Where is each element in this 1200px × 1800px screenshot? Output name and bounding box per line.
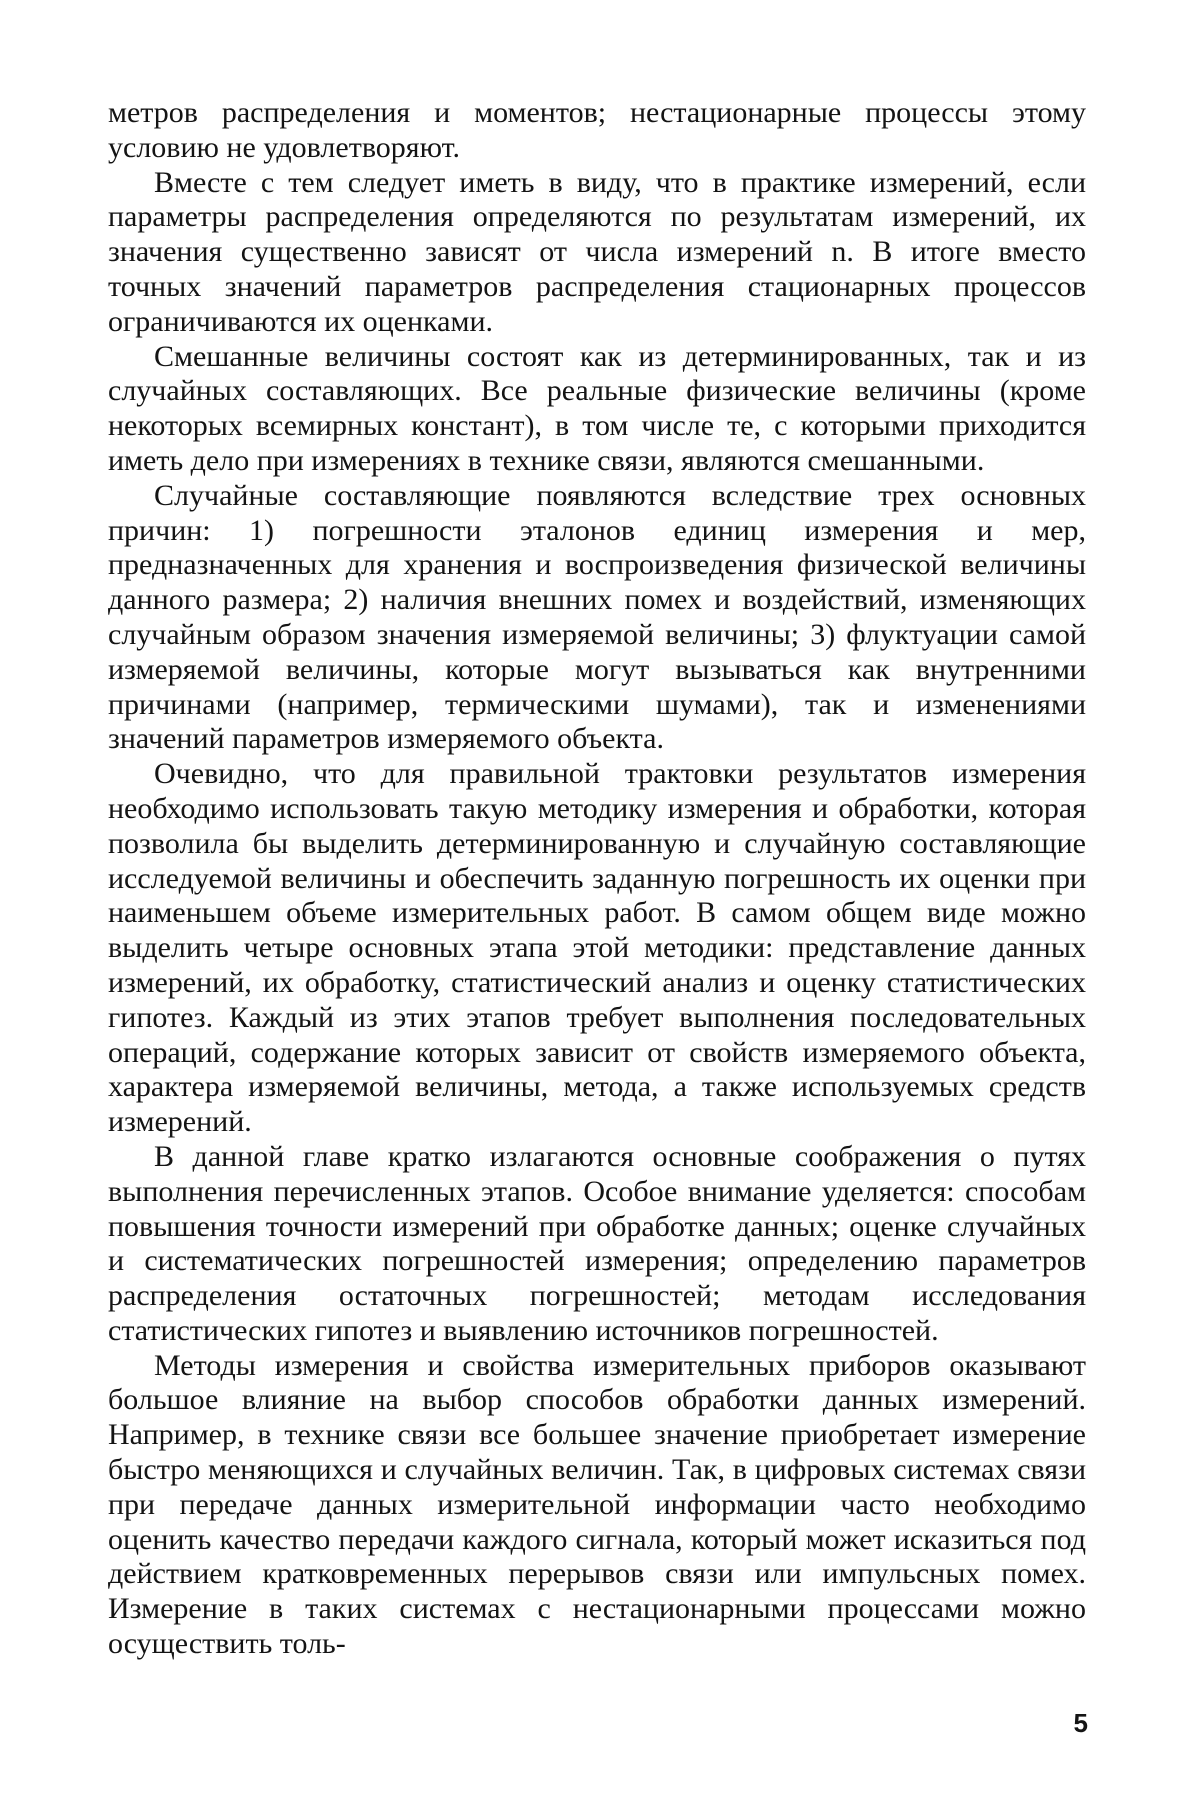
paragraph: Очевидно, что для правильной трактовки результатов измерения необходимо использовать такую методику измерения и обработки, которая позволила бы выделить детерминированную и случайную составляющие исследуемой величины и обеспечить заданную погрешность их оценки при наименьшем объеме измерительных работ. В самом общем виде можно выделить четыре основных этапа этой методики: представление данных измерений, их обработку, статистический анализ и оценку статистических гипотез. Каждый из этих этапов требует выполнения последовательных операций, содержание которых зависит от свойств измеряемого объекта, характера измеряемой величины, метода, а также используемых средств измерений. — [108, 757, 1086, 1139]
paragraph: В данной главе кратко излагаются основные соображения о путях выполнения перечисленных этапов. Особое внимание уделяется: способам повышения точности измерений при обработке данных; оценке случайных и систематических погрешностей измерения; определению параметров распределения остаточных погрешностей; методам исследования статистических гипотез и выявлению источников погрешностей. — [108, 1139, 1086, 1347]
paragraph: Вместе с тем следует иметь в виду, что в практике измерений, если параметры распределения определяются по результатам измерений, их значения существенно зависят от числа измерений n. В итоге вместо точных значений параметров распределения стационарных процессов ограничиваются их оценками. — [108, 165, 1086, 338]
paragraph: Методы измерения и свойства измерительных приборов оказывают большое влияние на выбор способов обработки данных измерений. Например, в технике связи все большее значение приобретает измерение быстро меняющихся и случайных величин. Так, в цифровых системах связи при передаче данных измерительной информации часто необходимо оценить качество передачи каждого сигнала, который может исказиться под действием кратковременных перерывов связи или импульсных помех. Измерение в таких системах с нестационарными процессами можно осуществить толь- — [108, 1348, 1086, 1661]
page-number: 5 — [1073, 1708, 1088, 1738]
paragraph-continuation: метров распределения и моментов; нестационарные процессы этому условию не удовлетворяют. — [108, 96, 1086, 164]
paragraph: Смешанные величины состоят как из детерминированных, так и из случайных составляющих. Все реальные физические величины (кроме некоторых всемирных констант), в том числе те, с которыми приходится иметь дело при измерениях в технике связи, являются смешанными. — [108, 339, 1086, 477]
body-text — [108, 96, 1086, 1662]
paragraph: Случайные составляющие появляются вследствие трех основных причин: 1) погрешности эталонов единиц измерения и мер, предназначенных для хранения и воспроизведения физической величины данного размера; 2) наличия внешних помех и воздействий, изменяющих случайным образом значения измеряемой величины; 3) флуктуации самой измеряемой величины, которые могут вызываться как внутренними причинами (например, термическими шумами), так и изменениями значений параметров измеряемого объекта. — [108, 478, 1086, 756]
